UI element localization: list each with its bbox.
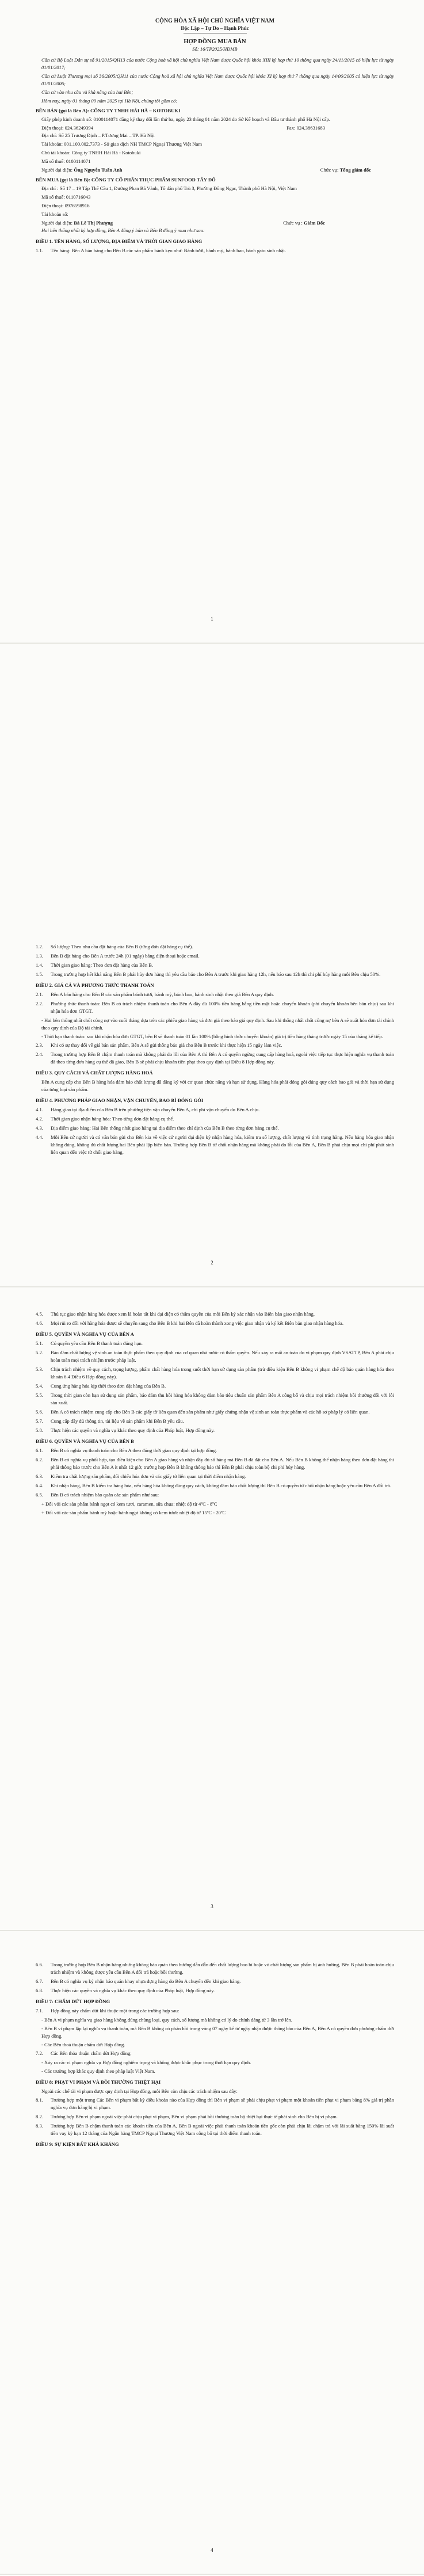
party-b-heading: BÊN MUA (gọi là Bên B): CÔNG TY CỔ PHẦN THỰC PHẨM SUNFOOD TÂY ĐÔ bbox=[36, 177, 216, 183]
article-9-title: ĐIỀU 9: SỰ KIỆN BẤT KHẢ KHÁNG bbox=[36, 2141, 119, 2147]
storage-cream: + Đối với các sản phẩm bánh ngọt có kem tươi, caramen, sữa chua: nhiệt độ từ 4ºC - 8ºC bbox=[41, 1501, 217, 1507]
clause-2-3: 2.3. Khi có sự thay đổi về giá bán sản phẩm, Bên A sẽ gửi thông báo giá cho Bên B trước khi thực hiện 15 ngày làm việc. bbox=[36, 1042, 282, 1048]
clause-4-4: 4.4. Mỗi Bên cử người và có văn bản gửi cho Bên kia về việc cử người đại diện ký nhận hàng hóa, kiểm tra số lượng, chất lượng và tình trạng hàng. Nếu hàng hóa giao nhận không đúng, không đủ chất lượng hai Bên phải lập biên bản. Trường hợp Bên B từ chối nhận hàng mà không phải do lỗi của Bên A, Bên B phải chịu mọi chi phí phát sinh liên quan đến việc từ chối giao hàng. bbox=[36, 1134, 394, 1155]
article-2-title: ĐIỀU 2. GIÁ CẢ VÀ PHƯƠNG THỨC THANH TOÁN bbox=[36, 982, 154, 988]
party-b-rep-name: Bà Lê Thị Phượng bbox=[74, 220, 113, 226]
party-b-tax: Mã số thuế: 0110716043 bbox=[41, 194, 91, 200]
clause-6-6: 6.6. Trong trường hợp Bên B nhận hàng nhưng không bảo quản theo hướng dẫn dẫn đến chất lượng bao bì hoặc vỏ chất lượng sản phẩm bị ảnh hưởng, Bên B phải hoàn toàn chịu trách nhiệm và không được yêu cầu Bên A đổi trả hoặc bồi thường. bbox=[36, 1962, 394, 1975]
rep-position-label: Chức vụ: bbox=[320, 167, 340, 173]
clause-7-2: 7.2. Các Bên thỏa thuận chấm dứt Hợp đồng; bbox=[36, 2050, 132, 2056]
page-number: 4 bbox=[211, 2547, 213, 2553]
clause-5-8: 5.8. Thực hiện các quyền và nghĩa vụ khác theo quy định của Pháp luật, Hợp đồng này. bbox=[36, 1427, 215, 1433]
clause-6-7: 6.7. Bên B có nghĩa vụ ký nhận báo quản khay nhựa đựng hàng do Bên A chuyển đến khi giao hàng. bbox=[36, 1978, 241, 1984]
clause-6-3: 6.3. Kiểm tra chất lượng sản phẩm, đối chiếu hóa đơn và các giấy tờ liên quan tại thời điểm nhận hàng. bbox=[36, 1473, 246, 1479]
party-b-rep-position: Giám Đốc bbox=[304, 220, 325, 226]
party-a-tax: Mã số thuế: 0100114071 bbox=[41, 158, 91, 164]
rep-position-label: Chức vụ : bbox=[283, 220, 304, 226]
party-a-phone: Điện thoại: 024.36249394 bbox=[41, 125, 93, 131]
clause-7-1-b: - Bên B vi phạm lặp lại nghĩa vụ thanh toán, mà Bên B không có phản hồi trong vòng 07 ngày kể từ ngày nhận được thông báo của Bên A, Bên A có quyền đơn phương chấm dứt Hợp đồng. bbox=[41, 2026, 394, 2039]
clause-5-2: 5.2. Bảo đảm chất lượng vệ sinh an toàn thực phẩm theo quy định của cơ quan nhà nước có thẩm quyền. Nếu xảy ra mất an toàn do vi phạm quy định VSATTP, Bên A phải chịu hoàn toàn mọi trách nhiệm trước pháp luật. bbox=[36, 1350, 394, 1363]
clause-5-1: 5.1. Có quyền yêu cầu Bên B thanh toán đúng hạn. bbox=[36, 1340, 143, 1346]
party-b-phone: Điện thoại: 0976598916 bbox=[41, 203, 90, 208]
clause-7-1-a: - Bên A vi phạm nghĩa vụ giao hàng không đúng chủng loại, quy cách, số lượng mà không có lý do chính đáng từ 3 lần trở lên. bbox=[41, 2017, 292, 2023]
article-1-title: ĐIỀU 1. TÊN HÀNG, SỐ LƯỢNG, ĐỊA ĐIỂM VÀ THỜI GIAN GIAO HÀNG bbox=[36, 238, 203, 244]
article-4-title: ĐIỀU 4. PHƯƠNG PHÁP GIAO NHẬN, VẬN CHUYỂN, BAO BÌ ĐÓNG GÓI bbox=[36, 1097, 204, 1103]
clause-6-2: 6.2. Bên B có nghĩa vụ phối hợp, tạo điều kiện cho Bên A giao hàng và nhận đầy đủ số hàng mà Bên B đã đặt cho Bên A. Nếu Bên B không thể nhận hàng theo đơn đặt hàng thì phải thông báo trước cho Bên A ít nhất 12 giờ, trường hợp Bên B không thông báo thì Bên B phải chịu toàn bộ chi phí hủy hàng. bbox=[36, 1457, 394, 1470]
party-b-address: Địa chỉ : Số 17 – 19 Tập Thể Cầu 1, Đường Phan Bá Vành, Tổ dân phố Trù 3, Phường Đông Ngạc, Thành phố Hà Nội, Việt Nam bbox=[41, 185, 297, 191]
preamble-line: Hôm nay, ngày 01 tháng 09 năm 2025 tại Hà Nội, chúng tôi gồm có: bbox=[41, 98, 178, 104]
clause-7-1-c: - Các Bên thoả thuận chấm dứt Hợp đồng. bbox=[41, 2042, 125, 2047]
clause-2-1: 2.1. Bên A bán hàng cho Bên B các sản phẩm bánh tươi, bánh mỳ, bánh bao, bánh sinh nhật theo giá Bên A quy định. bbox=[36, 991, 274, 997]
clause-2-2-note: - Hai bên thống nhất chốt công nợ vào cuối tháng dựa trên các phiếu giao hàng và đơn giá theo bảo giá quy định. Sau khi thống nhất chốt công nợ bên A sẽ xuất hóa đơn tài chính theo quy định của Bộ tài chính. bbox=[41, 1017, 394, 1031]
document-page-2 bbox=[0, 644, 424, 1287]
clause-6-8: 6.8. Thực hiện các quyền và nghĩa vụ khác theo quy định của Pháp luật, Hợp đồng này. bbox=[36, 1988, 215, 1993]
article-7-title: ĐIỀU 7: CHẤM DỨT HỢP ĐỒNG bbox=[36, 1999, 110, 2004]
clause-5-5: 5.5. Trong thời gian còn hạn sử dụng sản phẩm, bảo đảm thu hồi hàng hóa không đảm bảo tiêu chuẩn sản phẩm Bên A công bố và chịu mọi trách nhiệm bồi thường đối với lỗi sản xuất. bbox=[36, 1392, 394, 1405]
preamble-line: Căn cứ vào nhu cầu và khả năng của hai Bên; bbox=[41, 89, 133, 95]
clause-6-1: 6.1. Bên B có nghĩa vụ thanh toán cho Bên A theo đúng thời gian quy định tại hợp đồng. bbox=[36, 1447, 217, 1453]
party-a-contact bbox=[36, 124, 394, 132]
party-a-rep-position: Tổng giám đốc bbox=[339, 167, 371, 173]
page-number: 1 bbox=[211, 616, 213, 622]
preamble-line: Căn cứ Bộ Luật Dân sự số 91/2015/QH13 của nước Cộng hoà xã hội chủ nghĩa Việt Nam được Quốc hội khóa XIII kỳ họp thứ 10 thông qua ngày 24/11/2015 có hiệu lực từ ngày 01/01/2017; bbox=[41, 57, 394, 70]
party-a-account: Tài khoản: 001.100.002.7373 - Sở giao dịch NH TMCP Ngoại Thương Việt Nam bbox=[41, 141, 203, 147]
clause-5-4: 5.4. Cung ứng hàng hóa kịp thời theo đơn đặt hàng của Bên B. bbox=[36, 1383, 166, 1389]
party-a-representative bbox=[36, 166, 394, 174]
document-page-3 bbox=[0, 1287, 424, 1931]
clause-1-2: 1.2. Số lượng: Theo nhu cầu đặt hàng của Bên B (từng đơn đặt hàng cụ thể). bbox=[36, 944, 193, 949]
page-number: 2 bbox=[211, 1260, 213, 1266]
clause-8-3: 8.3. Trường hợp Bên B chậm thanh toán các khoản tiền của Bên A, Bên B ngoài việc phải thanh toán khoản tiền gốc còn phải chịu lãi chậm trả với lãi suất bằng 150% lãi suất tiền vay kỳ hạn 12 tháng của Ngân hàng TMCP Ngoại Thương Việt Nam công bố tại thời điểm thanh toán. bbox=[36, 2123, 394, 2136]
clause-4-5: 4.5. Thủ tục giao nhận hàng hóa được xem là hoàn tất khi đại diện có thẩm quyền của mỗi Bên ký xác nhận vào Biên bản giao nhận hàng. bbox=[36, 1311, 315, 1317]
clause-2-2-term: - Thời hạn thanh toán: sau khi nhận hóa đơn GTGT, bên B sẽ thanh toán 01 lần 100% (bằng hình thức chuyển khoản) giá trị tiền hàng tháng trước ngày 15 của tháng kế tiếp. bbox=[41, 1034, 383, 1039]
clause-4-6: 4.6. Mọi rủi ro đối với hàng hóa được sẽ chuyển sang cho Bên B khi hai Bên đã hoàn thành xong việc giao nhận và ký kết Biên bản giao nhận hàng hóa. bbox=[36, 1320, 343, 1326]
party-a-address: Địa chỉ: Số 25 Trương Định – P.Tương Mai – TP. Hà Nội bbox=[41, 132, 155, 138]
party-a-holder: Chủ tài khoản: Công ty TNHH Hải Hà - Kotobuki bbox=[41, 150, 141, 155]
clause-5-6: 5.6. Bên A có trách nhiệm cung cấp cho Bên B các giấy tờ liên quan đến sản phẩm như giấy chứng nhận vệ sinh an toàn thực phẩm và các hồ sơ pháp lý có liên quan. bbox=[36, 1409, 370, 1415]
clause-1-5: 1.5. Trong trường hợp hết khả năng Bên B phải hủy đơn hàng thì yêu cầu báo cho Bên A trước khi giao hàng 12h, nếu báo sau 12h thì chi phí hủy hàng mỗi Bên chịu 50%. bbox=[36, 971, 381, 977]
nation-heading: CỘNG HÒA XÃ HỘI CHỦ NGHĨA VIỆT NAM bbox=[155, 18, 275, 24]
clause-7-2-a: - Xảy ra các vi phạm nghĩa vụ Hợp đồng nghiêm trọng và không được khắc phục trong thời hạn quy định. bbox=[41, 2060, 251, 2065]
agreement-statement: Hai bên thống nhất ký hợp đồng, Bên A đồng ý bán và Bên B đồng ý mua như sau: bbox=[41, 227, 205, 233]
clause-2-2: 2.2. Phương thức thanh toán: Bên B có trách nhiệm thanh toán cho Bên A đầy đủ 100% tiền hàng bằng tiền mặt hoặc chuyển khoản (phí chuyển khoản bên bán chịu) sau khi nhận hóa đơn GTGT. bbox=[36, 1001, 394, 1014]
rep-label: Người đại diện: bbox=[41, 220, 74, 226]
article-3-text: Bên A cung cấp cho Bên B hàng hóa đảm bảo chất lượng đã đăng ký với cơ quan chức năng và hạn sử dụng. Hàng hóa phải đóng gói đúng quy cách bao gói và thời hạn sử dụng của từng loại sản phẩm. bbox=[41, 1079, 394, 1092]
clause-5-3: 5.3. Chịu trách nhiệm về quy cách, trọng lượng, phẩm chất hàng hóa trong suốt thời hạn sử dụng sản phẩm (trừ điều kiện Bên B không vi phạm chế độ bảo quản hàng hóa theo khoản 6.4 Điều 6 Hợp đồng này). bbox=[36, 1366, 394, 1380]
article-6-title: ĐIỀU 6. QUYỀN VÀ NGHĨA VỤ CỦA BÊN B bbox=[36, 1438, 134, 1444]
clause-4-2: 4.2. Thời gian giao nhận hàng hóa: Theo từng đơn đặt hàng cụ thể. bbox=[36, 1116, 174, 1122]
page-number: 3 bbox=[211, 1903, 213, 1909]
article-8-title: ĐIỀU 8: PHẠT VI PHẠM VÀ BỒI THƯỜNG THIỆT HẠI bbox=[36, 2079, 161, 2085]
article-3-title: ĐIỀU 3. QUY CÁCH VÀ CHẤT LƯỢNG HÀNG HOÁ bbox=[36, 1070, 153, 1076]
contract-number: Số: 16/TP2025/HĐMB bbox=[192, 46, 238, 52]
clause-8-1: 8.1. Trường hợp một trong Các Bên vi phạm bất kỳ điều khoản nào của Hợp đồng thì Bên vi phạm sẽ phải chịu phạt vi phạm một khoản tiền phạt vi phạm bằng 8% giá trị phần nghĩa vụ đơn hàng bị vi phạm. bbox=[36, 2097, 394, 2110]
party-a-rep-name: Ông Nguyễn Tuấn Anh bbox=[74, 167, 123, 173]
document-page-1 bbox=[0, 0, 424, 644]
article-8-intro: Ngoài các chế tài vi phạm được quy định tại Hợp đồng, mỗi Bên còn chịu các trách nhiệm sau đây: bbox=[41, 2088, 238, 2094]
document-page-4 bbox=[0, 1931, 424, 2575]
clause-1-3: 1.3. Bên B đặt hàng cho Bên A trước 24h (01 ngày) bằng điện thoại hoặc email. bbox=[36, 953, 200, 959]
clause-8-2: 8.2. Trường hợp Bên vi phạm ngoài việc phải chịu phạt vi phạm, Bên vi phạm phải bồi thường toàn bộ thiệt hại thực tế phát sinh cho Bên bị vi phạm. bbox=[36, 2114, 338, 2119]
clause-7-1: 7.1. Hợp đồng này chấm dứt khi thuộc một trong các trường hợp sau: bbox=[36, 2008, 179, 2013]
article-5-title: ĐIỀU 5. QUYỀN VÀ NGHĨA VỤ CỦA BÊN A bbox=[36, 1331, 134, 1337]
clause-5-7: 5.7. Cung cấp đầy đủ thông tin, tài liệu về sản phẩm khi Bên B yêu cầu. bbox=[36, 1418, 184, 1424]
clause-2-4: 2.4. Trong trường hợp Bên B chậm thanh toán mà không phải do lỗi của Bên A thì Bên A có quyền ngừng cung cấp hàng hoá, ngoài việc tiếp tục thực hiện nghĩa vụ thanh toán đã theo từng đơn hàng cụ thể đã giao, Bên B sẽ phải chịu khoản tiền phạt theo quy định tại Điều 8 Hợp đồng này. bbox=[36, 1051, 394, 1065]
contract-title: HỢP ĐỒNG MUA BÁN bbox=[184, 39, 246, 45]
clause-4-1: 4.1. Hàng giao tại địa điểm của Bên B trên phương tiện vận chuyển Bên A, chi phí vận chuyển do Bên A chịu. bbox=[36, 1107, 260, 1112]
rep-label: Người đại diện: bbox=[41, 167, 74, 173]
party-b-account: Tài khoản số: bbox=[41, 211, 68, 217]
party-a-license: Giấy phép kinh doanh số: 0100114071 đăng ký thay đổi lần thứ ba, ngày 23 tháng 01 năm 2024 do Sở Kế hoạch và Đầu tư thành phố Hà Nội cấp. bbox=[41, 116, 330, 122]
party-b-representative bbox=[36, 219, 394, 227]
clause-6-5: 6.5. Bên B có trách nhiệm bảo quản các sản phẩm như sau: bbox=[36, 1492, 159, 1498]
preamble-line: Căn cứ Luật Thương mại số 36/2005/QH11 của nước Cộng hoà xã hội chủ nghĩa Việt Nam được Quốc hội khóa XI kỳ họp thứ 7 thông qua ngày 14/06/2005 có hiệu lực từ ngày 01/01/2006; bbox=[41, 73, 394, 86]
clause-6-4: 6.4. Khi nhận hàng, Bên B kiểm tra hàng hóa, nếu hàng hóa không đúng quy cách, không đảm bảo chất lượng thì Bên B có quyền từ chối nhận hàng hoặc yêu cầu Bên A đổi trả. bbox=[36, 1483, 391, 1488]
motto: Độc Lập – Tự Do – Hạnh Phúc bbox=[181, 25, 249, 31]
clause-1-1: 1.1. Tên hàng: Bên A bán hàng cho Bên B các sản phẩm bánh kẹo như: Bánh tươi, bánh mỳ, bánh bao, bánh gato sinh nhật. bbox=[36, 248, 287, 253]
clause-7-2-b: - Các trường hợp khác quy định theo pháp luật Việt Nam. bbox=[41, 2068, 155, 2074]
party-a-fax: Fax: 024.38631683 bbox=[287, 125, 325, 131]
clause-4-3: 4.3. Địa điểm giao hàng: Hai Bên thống nhất giao hàng tại địa điểm theo chỉ định của Bên B theo từng đơn hàng cụ thể. bbox=[36, 1125, 279, 1131]
storage-bread: + Đối với các sản phẩm bánh mỳ hoặc bánh ngọt không có kem tươi: nhiệt độ từ 15ºC - 20ºC bbox=[41, 1510, 226, 1515]
clause-1-4: 1.4. Thời gian giao hàng: Theo đơn đặt hàng của Bên B. bbox=[36, 962, 154, 968]
party-a-heading: BÊN BÁN (gọi là Bên A): CÔNG TY TNHH HẢI HÀ – KOTOBUKI bbox=[36, 108, 181, 113]
